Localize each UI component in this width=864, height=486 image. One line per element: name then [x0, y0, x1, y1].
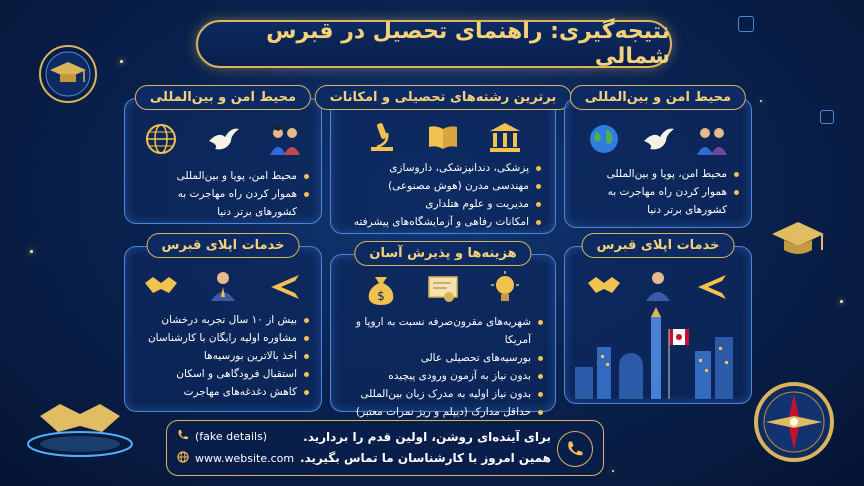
page-title: نتیجه‌گیری: راهنمای تحصیل در قبرس شمالی — [196, 20, 672, 68]
globe-icon — [586, 121, 622, 157]
decor-square — [738, 16, 754, 32]
decor-square — [820, 110, 834, 124]
sparkle — [840, 300, 843, 303]
graduation-cap-icon — [770, 216, 826, 260]
list-item: شهریه‌های مقرون‌صرفه نسبت به اروپا و آمریکا — [339, 313, 543, 349]
list-item: بیش از ۱۰ سال تجربه درخشان — [133, 311, 309, 329]
list-item: هموار کردن راه مهاجرت به کشورهای برتر دنیا — [575, 183, 739, 219]
card-header: برترین رشته‌های تحصیلی و امکانات — [315, 85, 572, 110]
students-icon — [694, 121, 730, 157]
list-item: حداقل مدارک (دیپلم و ریز نمرات معتبر) — [339, 403, 543, 421]
money-bag-icon — [363, 271, 399, 307]
phone-text: (fake details) — [195, 430, 268, 443]
card-top-fields — [329, 90, 557, 234]
list-item: محیط امن، پویا و بین‌المللی — [137, 167, 309, 185]
card-apply-services-left — [124, 238, 322, 412]
compass-icon — [752, 380, 836, 464]
microscope-icon — [363, 119, 399, 155]
list-item: کاهش دغدغه‌های مهاجرت — [133, 383, 309, 401]
students-icon — [267, 121, 303, 157]
phone-icon — [566, 440, 584, 458]
open-book-icon — [425, 119, 461, 155]
web-globe-icon — [177, 451, 189, 466]
call-button[interactable] — [557, 431, 593, 467]
website-link[interactable]: www.website.com — [195, 452, 295, 465]
sparkle — [30, 250, 33, 253]
airplane-icon — [694, 267, 730, 303]
university-building-icon — [487, 119, 523, 155]
handshake-icon — [143, 267, 179, 303]
list-item: پزشکی، دندانپزشکی، داروسازی — [341, 159, 541, 177]
card-costs-admission — [330, 246, 556, 418]
card-header: خدمات اپلای قبرس — [147, 233, 300, 258]
svg-text:$: $ — [377, 289, 385, 303]
cta-line-2: همین امروز با کارشناسان ما تماس بگیرید. — [299, 451, 551, 465]
consultant-icon — [640, 267, 676, 303]
card-safe-international-left — [124, 90, 322, 224]
list-item: استقبال فرودگاهی و اسکان — [133, 365, 309, 383]
list-item: مشاوره اولیه رایگان با کارشناسان — [133, 329, 309, 347]
list-item: اخذ بالاترین بورسیه‌ها — [133, 347, 309, 365]
card-header: محیط امن و بین‌المللی — [135, 85, 311, 110]
cta-line-1: برای آینده‌ای روشن، اولین قدم را بردارید. — [303, 430, 551, 444]
footer-cta — [166, 420, 604, 476]
graduation-cap-emblem-icon — [36, 42, 100, 106]
globe-icon — [143, 121, 179, 157]
list-item: امکانات رفاهی و آزمایشگاه‌های پیشرفته — [341, 213, 541, 231]
sparkle — [760, 100, 762, 102]
certificate-icon — [425, 271, 461, 307]
list-item: هموار کردن راه مهاجرت به کشورهای برتر دنیا — [137, 185, 309, 221]
list-item: بدون نیاز به آزمون ورودی پیچیده — [339, 367, 543, 385]
sparkle — [120, 60, 123, 63]
airplane-icon — [267, 267, 303, 303]
lightbulb-icon — [487, 271, 523, 307]
handshake-platform-icon — [20, 360, 140, 460]
handshake-icon — [586, 267, 622, 303]
list-item: بدون نیاز اولیه به مدرک زبان بین‌المللی — [339, 385, 543, 403]
card-safe-international-right — [564, 90, 752, 228]
dove-icon — [205, 121, 241, 157]
dove-icon — [640, 121, 676, 157]
card-header: هزینه‌ها و پذیرش آسان — [354, 241, 531, 266]
phone-icon — [177, 429, 189, 444]
list-item: محیط امن، پویا و بین‌المللی — [575, 165, 739, 183]
sparkle — [612, 470, 614, 472]
contact-website[interactable] — [177, 451, 294, 466]
list-item: مدیریت و علوم هتلداری — [341, 195, 541, 213]
consultant-icon — [205, 267, 241, 303]
list-item: بورسیه‌های تحصیلی عالی — [339, 349, 543, 367]
city-skyline-icon — [575, 307, 743, 399]
contact-phone — [177, 429, 267, 444]
card-header: خدمات اپلای قبرس — [582, 233, 735, 258]
list-item: مهندسی مدرن (هوش مصنوعی) — [341, 177, 541, 195]
card-apply-services-right — [564, 238, 752, 404]
card-header: محیط امن و بین‌المللی — [570, 85, 746, 110]
